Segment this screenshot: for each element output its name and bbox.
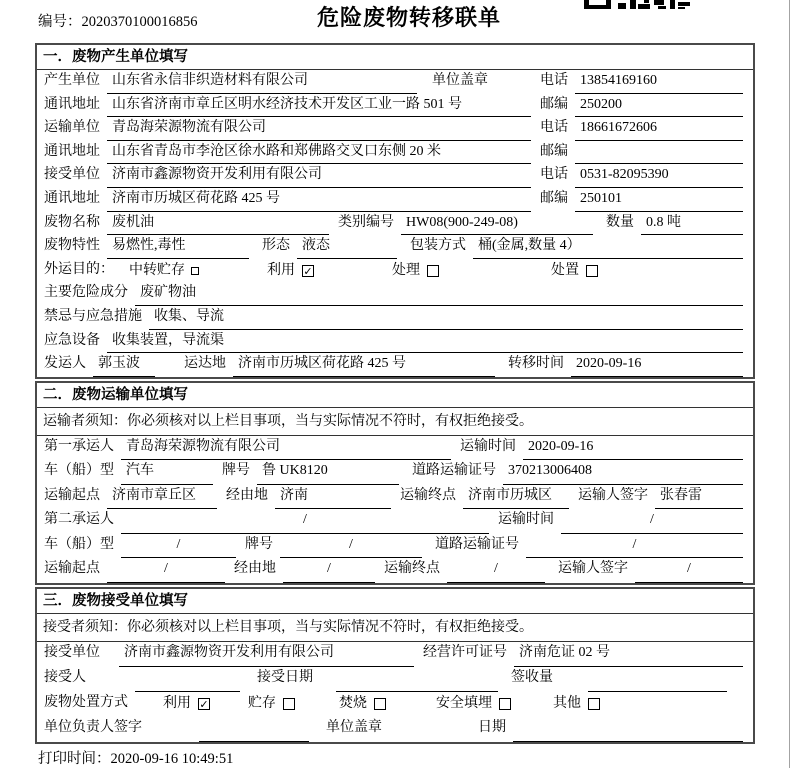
option-transit-storage — [129, 259, 199, 283]
field-value: / — [526, 534, 743, 559]
row-vehicle-2 — [37, 534, 753, 559]
serial-number-line — [38, 10, 198, 31]
field-value: 济南市鑫源物资开发利用有限公司 — [107, 164, 531, 188]
field-label: 通讯地址 — [44, 143, 100, 159]
serial-label: 编号： — [38, 14, 82, 30]
field-value: 鲁 UK8120 — [257, 460, 399, 485]
field-label: 运输人签字 — [558, 561, 628, 577]
document-header — [0, 0, 796, 43]
checkbox — [191, 267, 199, 275]
qr-code-partial-icon — [578, 0, 696, 9]
print-time-line — [38, 747, 796, 768]
option-label: 安全填埋 — [436, 695, 492, 711]
field-value: 汽车 — [121, 460, 213, 485]
row-consignor — [37, 353, 753, 377]
option-treat — [392, 259, 439, 283]
row-transport-unit — [37, 117, 753, 141]
field-value — [135, 667, 240, 692]
option-label: 处置 — [551, 263, 579, 279]
checkbox — [588, 698, 600, 710]
option-other — [553, 692, 600, 717]
field-value: 张春雷 — [655, 485, 743, 510]
row-producer-unit — [37, 70, 753, 94]
field-value: / — [121, 509, 489, 534]
field-value: 易燃性,毒性 — [107, 235, 249, 259]
option-storage — [248, 692, 295, 717]
checkbox — [374, 698, 386, 710]
field-label: 车（船）型 — [44, 536, 114, 552]
field-label: 应急设备 — [44, 332, 100, 348]
option-label: 贮存 — [248, 695, 276, 711]
field-label: 接受单位 — [44, 644, 100, 660]
field-value: / — [283, 558, 375, 583]
field-value: 13854169160 — [575, 70, 743, 94]
field-value: HW08(900-249-08) — [401, 212, 593, 236]
row-waste-name — [37, 212, 753, 236]
field-label: 电话 — [540, 120, 568, 136]
section-producer — [35, 43, 755, 379]
checkbox — [499, 698, 511, 710]
page-title: 危险废物转移联单 — [317, 5, 502, 30]
field-label: 经由地 — [226, 487, 268, 503]
field-value: 济南 — [275, 485, 391, 510]
option-landfill — [436, 692, 511, 717]
field-value: / — [635, 558, 743, 583]
field-label: 签收量 — [511, 669, 553, 685]
field-value: 0531-82095390 — [575, 164, 743, 188]
field-label: 运输终点 — [400, 487, 456, 503]
field-label: 车（船）型 — [44, 463, 114, 479]
row-first-carrier — [37, 436, 753, 461]
field-value: 18661672606 — [575, 117, 743, 141]
option-utilize — [163, 692, 210, 717]
field-value: 郭玉波 — [93, 353, 155, 377]
field-label: 电话 — [540, 73, 568, 88]
option-label: 处理 — [392, 263, 420, 279]
section-receiver — [35, 587, 755, 744]
row-receiver-unit — [37, 164, 753, 188]
field-label: 废物处置方式 — [44, 694, 128, 710]
section-title: 三．废物接受单位填写 — [37, 589, 753, 614]
serial-value: 2020370100016856 — [81, 14, 198, 30]
row-acceptor — [37, 667, 753, 692]
field-label: 接受日期 — [257, 669, 313, 685]
section-transporter — [35, 381, 755, 585]
row-route-1 — [37, 485, 753, 510]
field-value: 济南市章丘区 — [107, 485, 217, 510]
field-label: 牌号 — [245, 536, 273, 552]
option-dispose — [551, 259, 598, 283]
field-label: 邮编 — [540, 143, 568, 159]
field-value — [336, 667, 498, 692]
row-emergency-equipment — [37, 330, 753, 354]
field-label: 数量 — [606, 214, 634, 230]
field-value: / — [447, 558, 545, 583]
checkbox-checked: ✓ — [303, 264, 313, 278]
field-value: / — [561, 509, 743, 534]
field-label: 运输起点 — [44, 487, 100, 503]
field-label: 废物名称 — [44, 214, 100, 230]
option-label: 利用 — [267, 263, 295, 279]
field-label: 包装方式 — [410, 238, 466, 254]
field-label: 第一承运人 — [44, 438, 114, 454]
checkbox-checked: ✓ — [199, 698, 209, 712]
field-value: 370213006408 — [503, 460, 743, 485]
field-label: 禁忌与应急措施 — [44, 308, 142, 324]
field-value: 济南市历城区 — [463, 485, 569, 510]
field-label: 主要危险成分 — [44, 285, 128, 301]
field-value — [588, 667, 727, 692]
field-value: / — [280, 534, 422, 559]
page-edge-rule — [789, 0, 790, 768]
option-label: 利用 — [163, 695, 191, 711]
field-label: 单位盖章 — [326, 719, 382, 735]
field-value — [575, 141, 743, 165]
row-receiver-address — [37, 188, 753, 212]
option-label: 其他 — [553, 695, 581, 711]
field-label: 类别编号 — [338, 214, 394, 230]
field-label: 道路运输证号 — [412, 463, 496, 479]
field-label: 运输终点 — [384, 561, 440, 577]
field-label: 单位盖章 — [432, 73, 488, 88]
field-label: 发运人 — [44, 356, 86, 372]
field-value: 收集装置，导流渠 — [107, 330, 743, 354]
field-label: 运输人签字 — [578, 487, 648, 503]
field-label: 通讯地址 — [44, 96, 100, 112]
field-value — [199, 717, 309, 742]
row-vehicle-1 — [37, 460, 753, 485]
spacer — [495, 70, 539, 94]
row-transport-address — [37, 141, 753, 165]
section-title: 一．废物产生单位填写 — [37, 45, 753, 70]
field-value: 山东省青岛市李沧区徐水路和郑佛路交叉口东侧 20 米 — [107, 141, 531, 165]
transporter-notice: 运输者须知：你必须核对以上栏目事项，当与实际情况不符时，有权拒绝接受。 — [37, 408, 753, 436]
field-label: 运输时间 — [498, 512, 554, 528]
field-label: 接受单位 — [44, 167, 100, 183]
row-accept-unit — [37, 642, 753, 667]
field-label: 运输单位 — [44, 120, 100, 136]
checkbox — [283, 698, 295, 710]
field-value: 2020-09-16 — [523, 436, 743, 461]
field-value: 济南市鑫源物资开发利用有限公司 — [119, 642, 414, 667]
field-value: 济南市历城区荷花路 425 号 — [233, 353, 495, 377]
field-value: 液态 — [297, 235, 397, 259]
field-value: 桶(金属,数量 4） — [473, 235, 743, 259]
option-label: 中转贮存 — [129, 263, 185, 279]
field-value: 250200 — [575, 94, 743, 118]
checkbox — [586, 265, 598, 277]
option-incinerate — [339, 692, 386, 717]
field-value: 2020-09-16 — [571, 353, 743, 377]
field-label: 转移时间 — [508, 356, 564, 372]
section-title: 二．废物运输单位填写 — [37, 383, 753, 408]
field-label: 运输起点 — [44, 561, 100, 577]
row-signatures — [37, 717, 753, 742]
field-label: 牌号 — [222, 463, 250, 479]
field-label: 电话 — [540, 167, 568, 183]
field-value: 山东省济南市章丘区明水经济技术开发区工业一路 501 号 — [107, 94, 531, 118]
field-value: 0.8 吨 — [641, 212, 743, 236]
field-label: 邮编 — [540, 190, 568, 206]
field-label: 经营许可证号 — [423, 644, 507, 660]
field-label: 产生单位 — [44, 73, 100, 88]
row-second-carrier — [37, 509, 753, 534]
field-label: 邮编 — [540, 96, 568, 112]
field-label: 道路运输证号 — [435, 536, 519, 552]
field-value: 青岛海荣源物流有限公司 — [107, 117, 531, 141]
row-transfer-purpose — [37, 259, 753, 283]
row-emergency-measures — [37, 306, 753, 330]
field-value: 废矿物油 — [135, 282, 743, 306]
field-label: 单位负责人签字 — [44, 719, 142, 735]
row-main-hazard — [37, 282, 753, 306]
row-disposal-method — [37, 692, 753, 717]
field-label: 日期 — [478, 719, 506, 735]
field-label: 通讯地址 — [44, 190, 100, 206]
field-value: 废机油 — [107, 212, 329, 236]
field-value: 山东省永信非织造材料有限公司 — [107, 70, 417, 94]
field-value — [513, 717, 743, 742]
print-time-value: 2020-09-16 10:49:51 — [110, 750, 234, 767]
field-value: 收集、导流 — [149, 306, 743, 330]
field-label: 第二承运人 — [44, 512, 114, 528]
option-label: 焚烧 — [339, 695, 367, 711]
checkbox — [427, 265, 439, 277]
row-producer-address — [37, 94, 753, 118]
field-label: 运输时间 — [460, 438, 516, 454]
row-waste-traits — [37, 235, 753, 259]
field-value: / — [107, 558, 225, 583]
field-value: 250101 — [575, 188, 743, 212]
field-value: 济南危证 02 号 — [514, 642, 743, 667]
field-value: 青岛海荣源物流有限公司 — [121, 436, 451, 461]
row-route-2 — [37, 558, 753, 583]
field-label: 外运目的： — [44, 261, 114, 277]
field-label: 接受人 — [44, 669, 86, 685]
field-label: 形态 — [262, 238, 290, 254]
print-time-label: 打印时间： — [38, 750, 111, 767]
field-value: 济南市历城区荷花路 425 号 — [107, 188, 531, 212]
option-utilize — [267, 259, 314, 283]
field-label: 运达地 — [184, 356, 226, 372]
field-label: 废物特性 — [44, 238, 100, 254]
field-value: / — [121, 534, 236, 559]
field-label: 经由地 — [234, 561, 276, 577]
receiver-notice: 接受者须知：你必须核对以上栏目事项，当与实际情况不符时，有权拒绝接受。 — [37, 614, 753, 642]
